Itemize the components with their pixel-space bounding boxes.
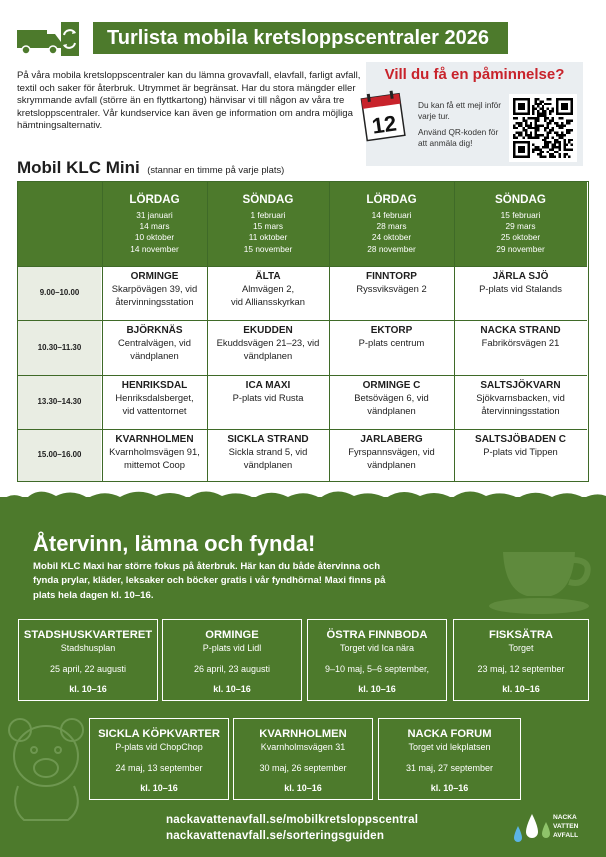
truck-icon <box>17 22 79 56</box>
maxi-time: kl. 10–16 <box>284 783 322 793</box>
stop-address: Sickla strand 5, vid <box>228 446 308 457</box>
day-date: 31 januari <box>136 210 173 220</box>
stop-address: Fyrspannsvägen, vid <box>348 446 435 457</box>
logo-line-avfall: AVFALL <box>553 831 579 839</box>
day-date: 29 november <box>496 243 545 254</box>
stop-place: NACKA STRAND <box>480 325 561 336</box>
stop-address: återvinningsstation <box>115 295 194 307</box>
maxi-text: Mobil KLC Maxi har större fokus på återbruk. Här kan du både återvinna och fynda prylar, kläder, leksaker och böcker gratis i vår fyndhörna! Maxi finns på plats hela dagen kl. 10–16. <box>33 561 386 601</box>
stop-address: återvinningsstation <box>481 404 560 416</box>
maxi-place: ÖSTRA FINNBODA <box>326 629 428 641</box>
schedule-table <box>17 181 589 482</box>
stop-cell <box>329 266 454 320</box>
maxi-place: NACKA FORUM <box>407 728 492 740</box>
maxi-dates: 30 maj, 26 september <box>259 763 347 773</box>
maxi-loc: Kvarnholmsvägen 31 <box>260 742 346 752</box>
maxi-time: kl. 10–16 <box>69 684 107 694</box>
maxi-dates: 24 maj, 13 september <box>115 763 203 773</box>
stop-cell <box>102 266 207 320</box>
stop-address: vändplanen <box>367 404 416 416</box>
column-divider <box>207 182 208 481</box>
stop-address: Betsövägen 6, vid <box>354 392 429 403</box>
stop-cell <box>102 429 207 481</box>
stop-cell <box>207 320 329 375</box>
maxi-dates: 25 april, 22 augusti <box>49 664 127 674</box>
stop-cell <box>454 266 587 320</box>
stop-address: Henriksdalsberget, <box>115 392 194 403</box>
stop-cell <box>207 266 329 320</box>
stop-place: BJÖRKNÄS <box>126 325 183 336</box>
time-slot: 13.30–14.30 <box>18 375 101 429</box>
day-date: 10 oktober <box>134 232 175 243</box>
day-date: 29 mars <box>505 221 536 232</box>
stop-place: ÄLTA <box>255 271 281 282</box>
stop-place: EKUDDEN <box>243 325 293 336</box>
time-slot: 10.30–11.30 <box>18 320 101 375</box>
day-date: 28 mars <box>376 221 407 232</box>
maxi-dates: 31 maj, 27 september <box>405 763 494 773</box>
day-name: LÖRDAG <box>366 193 417 206</box>
maxi-location-card <box>18 619 158 701</box>
maxi-location-card <box>233 718 373 800</box>
maxi-location-card <box>307 619 447 701</box>
row-divider <box>18 320 587 321</box>
maxi-title: Återvinn, lämna och fynda! <box>33 531 316 556</box>
maxi-place: KVARNHOLMEN <box>259 728 347 740</box>
maxi-dates: 23 maj, 12 september <box>477 664 565 674</box>
bear-icon <box>4 712 90 822</box>
maxi-dates: 26 april, 23 augusti <box>193 664 271 674</box>
maxi-location-card <box>453 619 589 701</box>
mini-title: Mobil KLC Mini <box>17 158 140 177</box>
stop-place: ORMINGE C <box>362 380 421 391</box>
stop-place: SALTSJÖBADEN C <box>475 434 566 445</box>
time-slot: 15.00–16.00 <box>18 429 101 481</box>
stop-place: HENRIKSDAL <box>121 380 188 391</box>
stop-cell <box>454 320 587 375</box>
stop-address: Almvägen 2, <box>241 283 295 294</box>
stop-address: vändplanen <box>243 458 293 470</box>
page-title: Turlista mobila kretsloppscentraler 2026 <box>93 22 508 54</box>
maxi-loc: Torget vid lekplatsen <box>408 742 491 752</box>
stop-cell <box>329 375 454 429</box>
stop-cell <box>102 320 207 375</box>
stop-place: ICA MAXI <box>245 380 291 391</box>
maxi-time: kl. 10–16 <box>502 684 540 694</box>
stop-cell <box>454 375 587 429</box>
day-dates <box>454 210 587 255</box>
stop-address: P-plats vid Stalands <box>479 283 562 294</box>
stop-address: Ekuddsvägen 21–23, vid <box>216 337 320 348</box>
stop-address: vändplanen <box>243 349 293 361</box>
column-divider <box>329 182 330 481</box>
maxi-place: STADSHUSKVARTERET <box>23 629 153 641</box>
day-dates <box>207 210 329 255</box>
stop-address: Kvarnholmsvägen 91, <box>109 446 200 457</box>
maxi-place: ORMINGE <box>205 629 259 641</box>
stop-cell <box>454 429 587 481</box>
calendar-icon <box>360 90 408 142</box>
day-date: 14 februari <box>371 210 412 220</box>
maxi-time: kl. 10–16 <box>430 783 469 793</box>
stop-address: P-plats centrum <box>358 337 425 348</box>
stop-address: vändplanen <box>130 349 179 361</box>
stop-cell <box>102 375 207 429</box>
reminder-panel <box>366 62 583 166</box>
footer-links <box>166 812 418 844</box>
day-dates <box>102 210 207 255</box>
stop-address: Ryssviksvägen 2 <box>356 283 427 294</box>
stop-address: mittemot Coop <box>124 458 185 470</box>
mini-subtitle: (stannar en timme på varje plats) <box>147 164 285 175</box>
day-date: 15 mars <box>253 221 283 232</box>
reminder-text-qr: Använd QR-koden för att anmäla dig! <box>418 127 499 148</box>
day-date: 11 oktober <box>248 232 288 243</box>
stop-place: JARLABERG <box>360 434 423 445</box>
stop-address: P-plats vid Rusta <box>232 392 304 403</box>
maxi-place: FISKSÄTRA <box>488 629 554 641</box>
stop-cell <box>329 429 454 481</box>
calendar-day: 12 <box>370 110 399 139</box>
maxi-loc: Torget <box>508 643 534 653</box>
qr-code[interactable] <box>509 94 577 162</box>
intro-text: På våra mobila kretsloppscentraler kan du lämna grovavfall, elavfall, farligt avfall, textil och saker för återbruk. Utrymmet är begränsat. Har du stora mängder eller skrymmande avfall (större än en flyttkartong) hänvisar vi till någon av våra tre kretsloppscentraler. Vår kundservice kan även ge information om andra möjliga hämtningsalternativ. <box>17 70 361 132</box>
day-header <box>454 182 587 266</box>
maxi-location-card <box>89 718 229 800</box>
day-name: SÖNDAG <box>495 193 546 206</box>
link-mobilkretsloppscentral[interactable]: nackavattenavfall.se/mobilkretsloppscentral <box>166 813 419 826</box>
stop-address: Skarpövägen 39, vid <box>111 283 198 294</box>
maxi-loc: P-plats vid ChopChop <box>115 742 203 752</box>
link-sorteringsguiden[interactable]: nackavattenavfall.se/sorteringsguiden <box>166 829 385 842</box>
day-date: 14 november <box>130 243 179 254</box>
day-date: 15 februari <box>500 210 541 220</box>
day-name: LÖRDAG <box>129 193 180 206</box>
maxi-time: kl. 10–16 <box>358 684 396 694</box>
column-divider <box>454 182 455 481</box>
maxi-place: SICKLA KÖPKVARTER <box>98 728 220 740</box>
day-name: SÖNDAG <box>242 193 294 206</box>
maxi-time: kl. 10–16 <box>213 684 251 694</box>
stop-address: vid vattentornet <box>122 404 187 416</box>
logo-text <box>553 814 578 840</box>
stop-place: FINNTORP <box>366 271 417 282</box>
day-header <box>329 182 454 266</box>
column-divider <box>102 182 103 481</box>
cup-icon <box>483 530 595 620</box>
stop-cell <box>329 320 454 375</box>
day-dates <box>329 210 454 255</box>
logo-line-nacka: NACKA <box>553 814 577 821</box>
day-date: 25 oktober <box>500 232 541 243</box>
maxi-loc: Stadshusplan <box>60 643 116 653</box>
stop-place: SALTSJÖKVARN <box>480 380 561 391</box>
logo-line-vatten: VATTEN <box>553 822 579 830</box>
stop-place: ORMINGE <box>130 271 179 282</box>
day-date: 24 oktober <box>371 232 412 243</box>
stop-cell <box>207 375 329 429</box>
maxi-dates: 9–10 maj, 5–6 september, <box>324 664 430 674</box>
stop-address: P-plats vid Tippen <box>483 446 558 457</box>
day-date: 14 mars <box>139 221 170 232</box>
day-header <box>102 182 207 266</box>
maxi-loc: Torget vid Ica nära <box>339 643 415 653</box>
maxi-location-card <box>378 718 521 800</box>
day-date: 15 november <box>243 243 293 254</box>
day-date: 1 februari <box>250 210 286 220</box>
row-divider <box>18 429 587 430</box>
stop-place: KVARNHOLMEN <box>115 434 194 445</box>
reminder-text-email: Du kan få ett mejl inför varje tur. <box>418 100 502 121</box>
day-date: 28 november <box>367 243 416 254</box>
stop-place: JÄRLA SJÖ <box>492 271 549 282</box>
stop-place: SICKLA STRAND <box>227 434 309 445</box>
maxi-loc: P-plats vid Lidl <box>202 643 262 653</box>
maxi-time: kl. 10–16 <box>140 783 178 793</box>
row-divider <box>18 266 587 267</box>
stop-address: Fabrikörsvägen 21 <box>481 337 560 348</box>
stop-cell <box>207 429 329 481</box>
stop-address: vändplanen <box>367 458 416 470</box>
row-divider <box>18 375 587 376</box>
maxi-location-card <box>162 619 302 701</box>
time-slot: 9.00–10.00 <box>18 266 101 320</box>
mini-heading <box>17 158 284 178</box>
stop-address: vid Alliansskyrkan <box>231 295 305 307</box>
stop-address: Centralvägen, vid <box>118 337 191 348</box>
reminder-title: Vill du få en påminnelse? <box>384 66 565 83</box>
stop-place: EKTORP <box>370 325 413 336</box>
stop-address: Sjökvarnsbacken, vid <box>476 392 565 403</box>
day-header <box>207 182 329 266</box>
